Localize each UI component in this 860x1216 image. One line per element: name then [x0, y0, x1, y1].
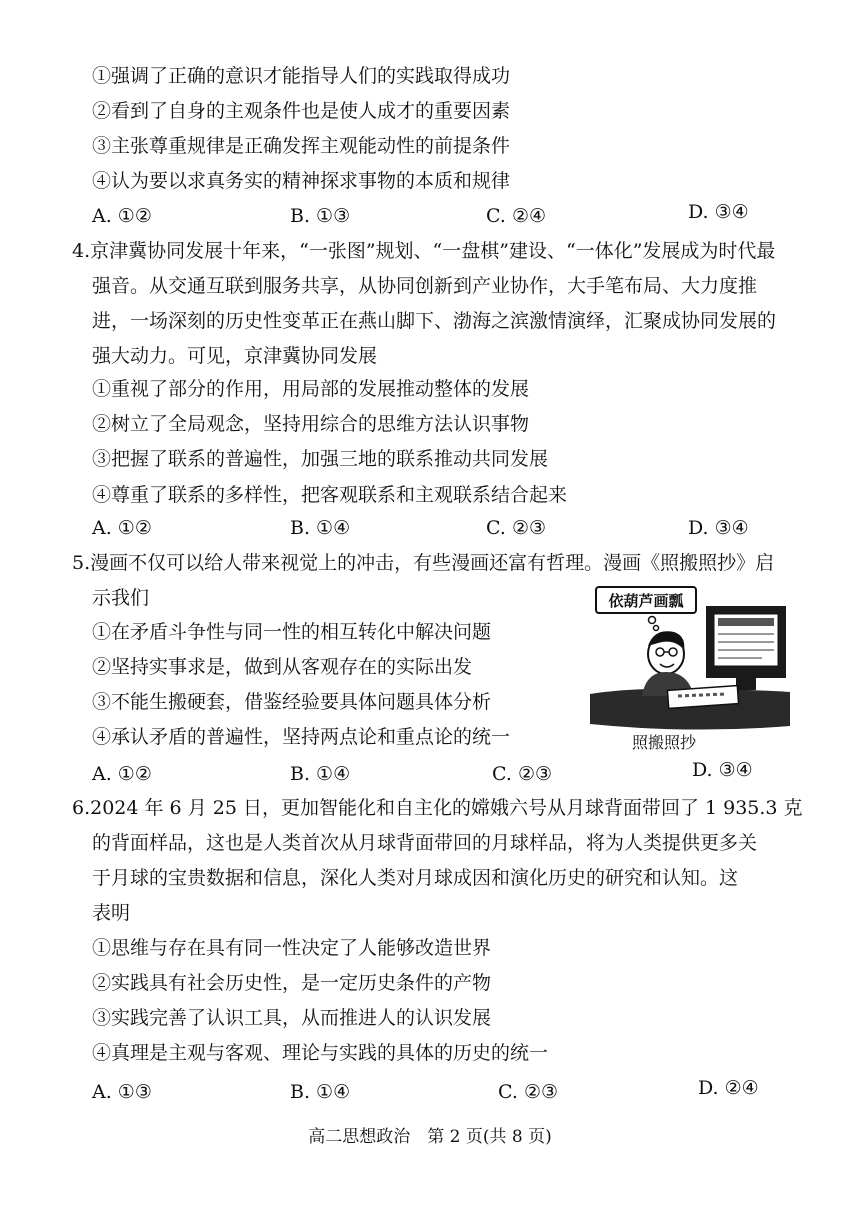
q6-item-4: ④真理是主观与客观、理论与实践的具体的历史的统一 [92, 1042, 549, 1064]
q5-stem-line-1: 5.漫画不仅可以给人带来视觉上的冲击，有些漫画还富有哲理。漫画《照搬照抄》启 [72, 552, 775, 574]
q6-item-1: ①思维与存在具有同一性决定了人能够改造世界 [92, 937, 492, 959]
q6-option-b: B. ①④ [290, 1081, 351, 1103]
q5-item-3: ③不能生搬硬套，借鉴经验要具体问题具体分析 [92, 691, 492, 713]
q4-item-3: ③把握了联系的普遍性，加强三地的联系推动共同发展 [92, 448, 549, 470]
q3-item-3: ③主张尊重规律是正确发挥主观能动性的前提条件 [92, 135, 511, 157]
q3-option-b: B. ①③ [290, 205, 351, 227]
q5-item-4: ④承认矛盾的普遍性，坚持两点论和重点论的统一 [92, 726, 511, 748]
q4-item-4: ④尊重了联系的多样性，把客观联系和主观联系结合起来 [92, 484, 568, 506]
q6-stem-line-1: 6.2024 年 6 月 25 日，更加智能化和自主化的嫦娥六号从月球背面带回了 1 935.3 克 [72, 797, 803, 819]
q3-item-1: ①强调了正确的意识才能指导人们的实践取得成功 [92, 65, 511, 87]
q5-option-b: B. ①④ [290, 763, 351, 785]
q5-item-2: ②坚持实事求是，做到从客观存在的实际出发 [92, 656, 473, 678]
q3-option-d: D. ③④ [688, 201, 749, 223]
cartoon-illustration [590, 584, 790, 736]
q3-item-4: ④认为要以求真务实的精神探求事物的本质和规律 [92, 170, 511, 192]
q4-option-d: D. ③④ [688, 517, 749, 539]
q4-stem-line-4: 强大动力。可见，京津冀协同发展 [92, 345, 378, 367]
q3-option-a: A. ①② [92, 205, 152, 227]
q6-stem-line-4: 表明 [92, 902, 131, 924]
q3-option-c: C. ②④ [486, 205, 547, 227]
q5-option-c: C. ②③ [492, 763, 553, 785]
q5-item-1: ①在矛盾斗争性与同一性的相互转化中解决问题 [92, 621, 492, 643]
q4-stem-line-2: 强音。从交通互联到服务共享，从协同创新到产业协作，大手笔布局、大力度推 [92, 275, 758, 297]
q4-stem-line-1: 4.京津冀协同发展十年来，“一张图”规划、“一盘棋”建设、“一体化”发展成为时代最 [72, 240, 776, 262]
q5-stem-line-2: 示我们 [92, 587, 150, 609]
q6-stem-line-2: 的背面样品，这也是人类首次从月球背面带回的月球样品，将为人类提供更多关 [92, 832, 758, 854]
q4-option-a: A. ①② [92, 517, 152, 539]
q6-option-d: D. ②④ [698, 1077, 759, 1099]
q4-item-1: ①重视了部分的作用，用局部的发展推动整体的发展 [92, 378, 530, 400]
q6-option-c: C. ②③ [498, 1081, 559, 1103]
q4-option-c: C. ②③ [486, 517, 547, 539]
q3-item-2: ②看到了自身的主观条件也是使人成才的重要因素 [92, 100, 511, 122]
q4-stem-line-3: 进，一场深刻的历史性变革正在燕山脚下、渤海之滨激情演绎，汇聚成协同发展的 [92, 310, 777, 332]
q6-item-2: ②实践具有社会历史性，是一定历史条件的产物 [92, 972, 492, 994]
q4-item-2: ②树立了全局观念，坚持用综合的思维方法认识事物 [92, 413, 530, 435]
page-footer: 高二思想政治 第 2 页(共 8 页) [308, 1127, 552, 1147]
cartoon-caption: 照搬照抄 [632, 733, 697, 752]
q6-option-a: A. ①③ [92, 1081, 152, 1103]
q6-stem-line-3: 于月球的宝贵数据和信息，深化人类对月球成因和演化历史的研究和认知。这 [92, 867, 739, 889]
cartoon-bubble-text: 依葫芦画瓢 [608, 592, 684, 610]
q6-item-3: ③实践完善了认识工具，从而推进人的认识发展 [92, 1007, 492, 1029]
q4-option-b: B. ①④ [290, 517, 351, 539]
q5-option-a: A. ①② [92, 763, 152, 785]
q5-option-d: D. ③④ [692, 759, 753, 781]
